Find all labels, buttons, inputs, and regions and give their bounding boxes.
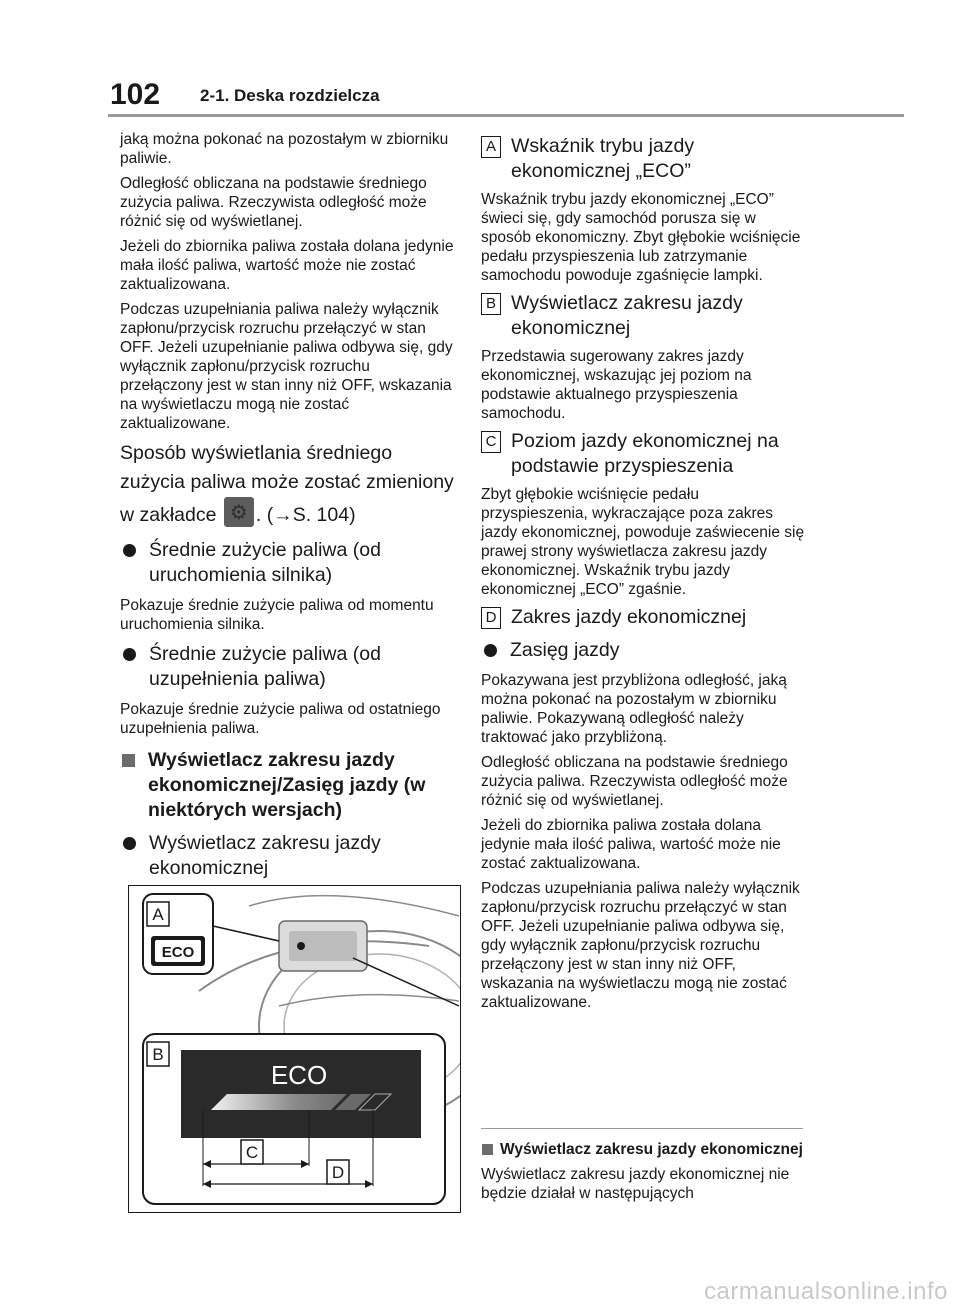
- label-box-b: B: [481, 293, 501, 315]
- eco-display-illustration: [128, 885, 461, 1213]
- paragraph: Pokazuje średnie zużycie paliwa od ostatniego uzupełnienia paliwa.: [120, 701, 441, 737]
- heading-text: Wyświetlacz zakresu jazdy ekonomicznej: [511, 292, 743, 339]
- callout-line: [353, 958, 459, 1006]
- labeled-heading-a: [481, 134, 805, 184]
- label-box-d: D: [481, 607, 501, 629]
- section-divider: [481, 1128, 803, 1129]
- label-box-a: A: [481, 136, 501, 158]
- dashboard-outline: [279, 995, 459, 1006]
- lead-paragraph: [120, 439, 456, 530]
- paragraph: Wskaźnik trybu jazdy ekonomicznej „ECO” świeci się, gdy samochód porusza się w sposób ekonomiczny. Zbyt głębokie wciśnięcie pedału przyspieszenia lub zatrzymanie samochodu powoduje zgaśnięcie lampki.: [481, 191, 801, 284]
- paragraph: Jeżeli do zbiornika paliwa została dolana jedynie mała ilość paliwa, wartość może nie zostać zaktualizowana.: [481, 817, 781, 872]
- label-b: B: [152, 1045, 164, 1064]
- label-d: D: [331, 1163, 345, 1182]
- paragraph: jaką można pokonać na pozostałym w zbiorniku paliwie.: [120, 131, 449, 167]
- paragraph: Jeżeli do zbiornika paliwa została dolana jedynie mała ilość paliwa, wartość może nie zostać zaktualizowana.: [120, 238, 454, 293]
- dashboard-outline: [249, 896, 459, 916]
- lead-text: Sposób wyświetlania średniego zużycia paliwa może zostać zmieniony w zakładce: [120, 442, 454, 526]
- label-c: C: [245, 1143, 259, 1162]
- lead-reference: . (→S. 104): [255, 504, 356, 526]
- eco-indicator-text: ECO: [161, 944, 195, 961]
- paragraph: Wyświetlacz zakresu jazdy ekonomicznej nie będzie działał w następujących: [481, 1166, 790, 1202]
- paragraph: Odległość obliczana na podstawie średniego zużycia paliwa. Rzeczywista odległość może różnić się od wyświetlanej.: [120, 175, 427, 230]
- label-a: A: [152, 905, 164, 924]
- callout-line: [213, 926, 279, 941]
- cluster-marker: [297, 942, 305, 950]
- paragraph: Podczas uzupełniania paliwa należy wyłącznik zapłonu/przycisk rozruchu przełączyć w stan OFF. Jeżeli uzupełnianie paliwa odbywa się, gdy wyłącznik zapłonu/przycisk rozruchu przełączony jest w stan inny niż OFF, wskazania na wyświetlaczu mogą nie zostać zaktualizowane.: [481, 880, 800, 1011]
- section-title: 2-1. Deska rozdzielcza: [200, 86, 380, 105]
- page-header: [108, 70, 904, 110]
- page-number: 102: [110, 78, 161, 111]
- heading-text: Poziom jazdy ekonomicznej na podstawie przyspieszenia: [511, 430, 779, 477]
- paragraph: Zbyt głębokie wciśnięcie pedału przyspieszenia, wykraczające poza zakres jazdy ekonomicznej, powoduje zaświecenie się prawej strony wyświetlacza zakresu jazdy ekonomicznej. Wskaźnik trybu jazdy ekonomicznej „ECO” zgaśnie.: [481, 486, 805, 598]
- label-box-c: C: [481, 431, 501, 453]
- left-column: [120, 130, 456, 889]
- paragraph: Przedstawia sugerowany zakres jazdy ekonomicznej, wskazując jej poziom na podstawie aktualnego przyspieszenia samochodu.: [481, 348, 752, 422]
- labeled-heading-b: [481, 291, 805, 341]
- labeled-heading-c: [481, 429, 805, 479]
- section-heading: Wyświetlacz zakresu jazdy ekonomicznej/Zasięg jazdy (w niektórych wersjach): [120, 748, 456, 823]
- settings-tab-gear-icon: [224, 497, 254, 527]
- heading-text: Wskaźnik trybu jazdy ekonomicznej „ECO”: [511, 135, 695, 182]
- header-rule: [108, 114, 904, 117]
- right-column-bottom: [481, 1140, 805, 1209]
- right-column: [481, 130, 805, 1018]
- paragraph: Podczas uzupełniania paliwa należy wyłącznik zapłonu/przycisk rozruchu przełączyć w stan OFF. Jeżeli uzupełnianie paliwa odbywa się, gdy wyłącznik zapłonu/przycisk rozruchu przełączony jest w stan inny niż OFF, wskazania na wyświetlaczu mogą nie zostać zaktualizowane.: [120, 301, 453, 432]
- eco-level-bar: [211, 1094, 347, 1110]
- paragraph: Pokazuje średnie zużycie paliwa od momentu uruchomienia silnika.: [120, 597, 434, 633]
- eco-display-text: ECO: [270, 1060, 328, 1090]
- bullet-heading: Zasięg jazdy: [481, 638, 805, 663]
- bullet-heading: Średnie zużycie paliwa (od uzupełnienia paliwa): [120, 642, 456, 692]
- labeled-heading-d: [481, 605, 805, 630]
- section-heading: Wyświetlacz zakresu jazdy ekonomicznej: [481, 1140, 805, 1159]
- watermark: carmanualsonline.info: [704, 1278, 948, 1305]
- bullet-heading: Wyświetlacz zakresu jazdy ekonomicznej: [120, 831, 456, 881]
- paragraph: Pokazywana jest przybliżona odległość, jaką można pokonać na pozostałym w zbiorniku paliwie. Pokazywaną odległość należy traktować jako przybliżoną.: [481, 672, 787, 746]
- heading-text: Zakres jazdy ekonomicznej: [511, 606, 747, 628]
- eco-display-figure-svg: [129, 886, 460, 1212]
- bullet-heading: Średnie zużycie paliwa (od uruchomienia silnika): [120, 538, 456, 588]
- paragraph: Odległość obliczana na podstawie średniego zużycia paliwa. Rzeczywista odległość może różnić się od wyświetlanej.: [481, 754, 788, 809]
